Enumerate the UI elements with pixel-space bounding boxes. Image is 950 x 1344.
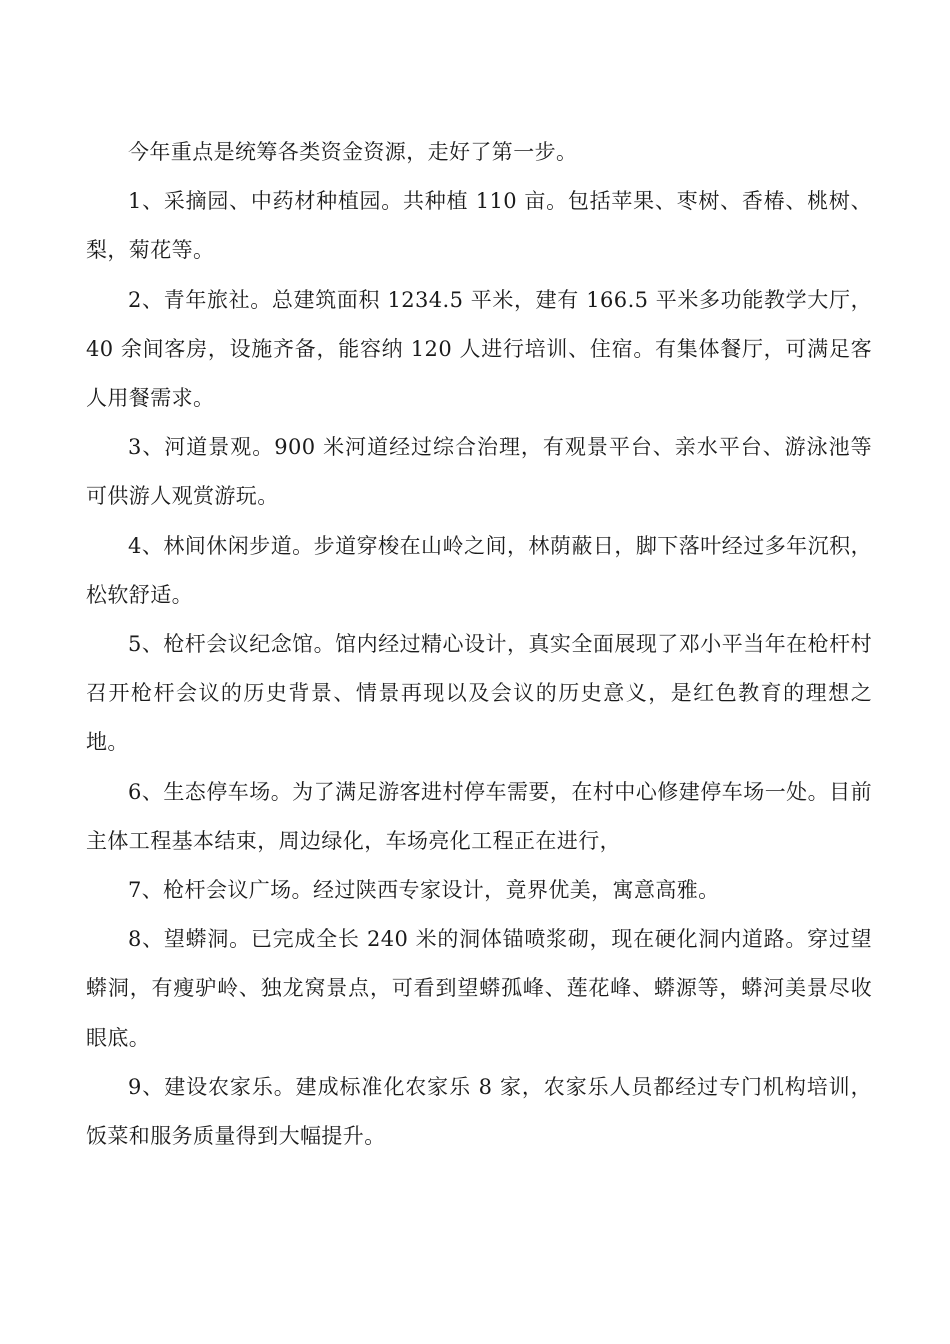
paragraph-farmhouse: 9、建设农家乐。建成标准化农家乐 8 家，农家乐人员都经过专门机构培训，饭菜和服务质量得到大幅提升。	[86, 1074, 872, 1149]
paragraph-river-landscape: 3、河道景观。900 米河道经过综合治理，有观景平台、亲水平台、游泳池等可供游人观赏游玩。	[86, 435, 872, 509]
paragraph-forest-trail: 4、林间休闲步道。步道穿梭在山岭之间，林荫蔽日，脚下落叶经过多年沉积，松软舒适。	[86, 533, 872, 607]
paragraph-meeting-square: 7、枪杆会议广场。经过陕西专家设计，竟界优美，寓意高雅。	[128, 878, 720, 903]
paragraph-memorial-hall: 5、枪杆会议纪念馆。馆内经过精心设计，真实全面展现了邓小平当年在枪杆村召开枪杆会议的历史背景、情景再现以及会议的历史意义，是红色教育的理想之地。	[86, 632, 872, 755]
paragraph-youth-hostel: 2、青年旅社。总建筑面积 1234.5 平米，建有 166.5 平米多功能教学大厅，40 余间客房，设施齐备，能容纳 120 人进行培训、住宿。有集体餐厅，可满足客人用餐需求。	[86, 287, 872, 411]
paragraph-orchard: 1、采摘园、中药材种植园。共种植 110 亩。包括苹果、枣树、香椿、桃树、梨，菊花等。	[86, 189, 872, 263]
document-body	[86, 128, 872, 1161]
paragraph-wangmang-cave: 8、望蟒洞。已完成全长 240 米的洞体锚喷浆砌，现在硬化洞内道路。穿过望蟒洞，有瘦驴岭、独龙窝景点，可看到望蟒孤峰、莲花峰、蟒源等，蟒河美景尽收眼底。	[86, 927, 872, 1050]
intro-paragraph: 今年重点是统筹各类资金资源，走好了第一步。	[128, 140, 578, 164]
paragraph-parking-lot: 6、生态停车场。为了满足游客进村停车需要，在村中心修建停车场一处。目前主体工程基本结束，周边绿化，车场亮化工程正在进行，	[86, 779, 872, 853]
